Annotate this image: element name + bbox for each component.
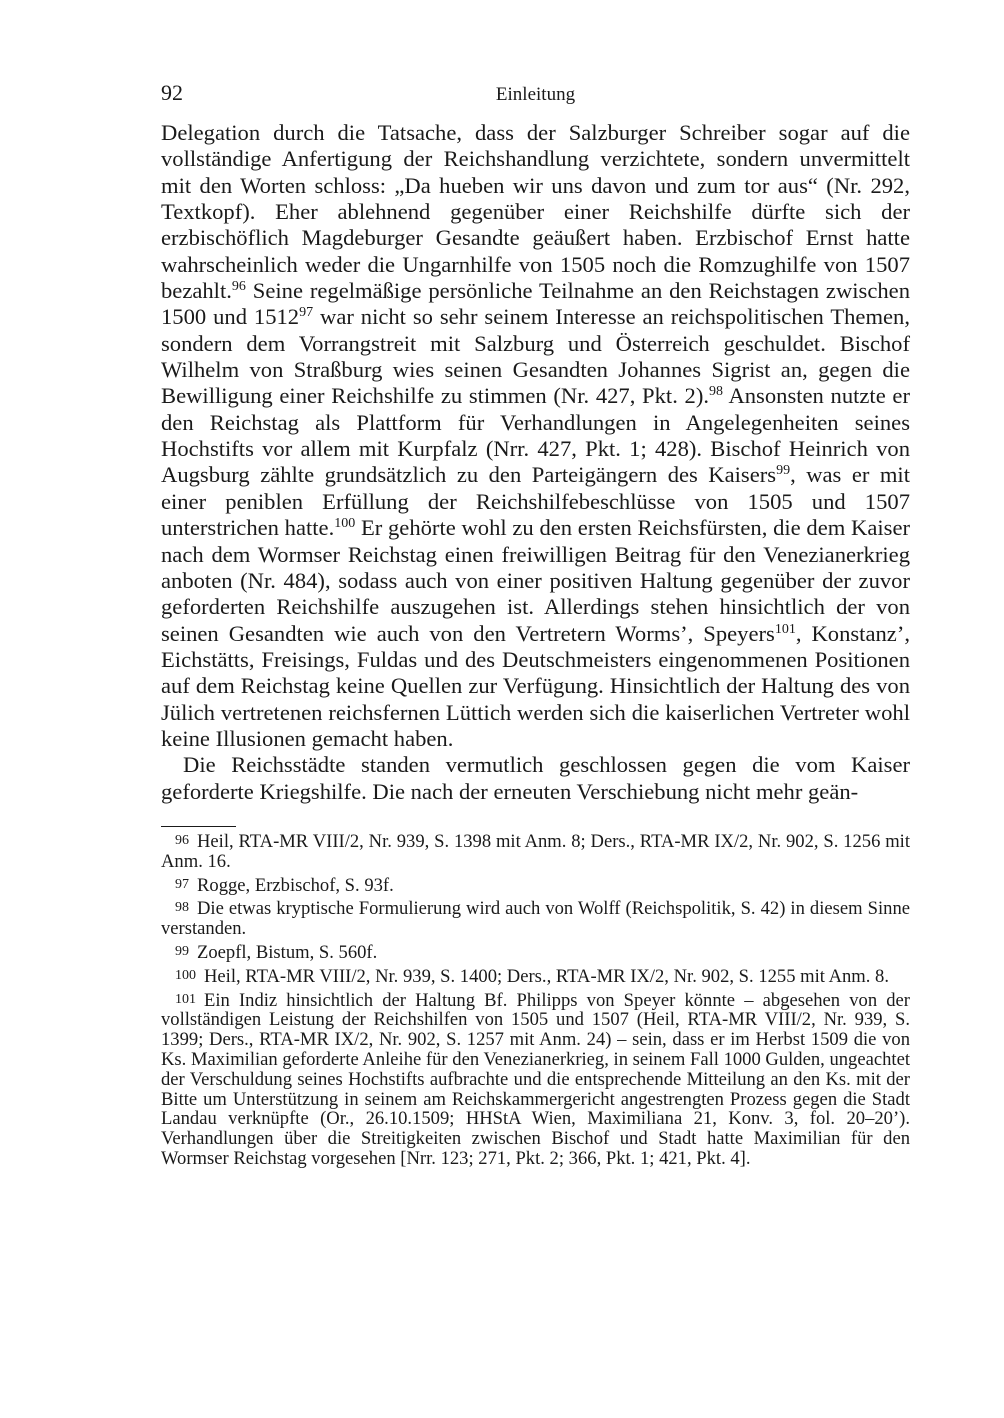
footnote-number: 97 [175,876,189,892]
footnote-text: Heil, RTA-MR VIII/2, Nr. 939, S. 1400; Ders., RTA-MR IX/2, Nr. 902, S. 1255 mit Anm. 8. [204,965,889,987]
main-text [161,120,910,805]
footnote-ref: 96 [231,279,246,295]
footnote-ref: 97 [299,305,314,321]
paragraph-text: Delegation durch die Tatsache, dass der Salzburger Schreiber sogar auf die vollständige Anfertigung der Reichshandlung verzichtete, sondern unvermittelt mit den Worten schloss: „Da hueben wir uns davon und zum tor aus“ (Nr. 292, Textkopf). Eher ablehnend gegenüber einer Reichshilfe dürfte sich der erzbischöflich Magdeburger Gesandte geäußert haben. Erzbischof Ernst hatte wahrscheinlich weder die Ungarnhilfe von 1505 noch die Romzughilfe von 1507 bezahlt. [161,120,910,304]
footnote-ref: 98 [709,384,723,400]
paragraph: Die Reichsstädte standen vermutlich geschlossen gegen die vom Kaiser geforderte Kriegshilfe. Die nach der erneuten Verschiebung nicht mehr geän- [161,752,910,804]
footnote-text: Ein Indiz hinsichtlich der Haltung Bf. Philipps von Speyer könnte – abgesehen von der vollständigen Leistung der Reichshilfen von 1505 und 1507 (Heil, RTA-MR VIII/2, Nr. 939, S. 1399; Ders., RTA-MR IX/2, Nr. 902, S. 1257 mit Anm. 24) – sein, dass er im Herbst 1509 die von Ks. Maximilian geforderte Anleihe für den Venezianerkrieg, in seinem Fall 1000 Gulden, ungeachtet der Verschuldung seines Hochstifts aufbrachte und die entsprechende Mitteilung an den Ks. mit der Bitte um Unterstützung in seinem am Reichskammergericht angestrengten Prozess gegen die Stadt Landau verknüpfte (Or., 26.10.1509; HHStA Wien, Maximiliana 21, Konv. 3, fol. 20–20’). Verhandlungen über die Streitigkeiten zwischen Bischof und Stadt hatte Maximilian für den Wormser Reichstag vorgesehen [Nrr. 123; 271, Pkt. 2; 366, Pkt. 1; 421, Pkt. 4]. [161,989,910,1169]
footnote-text: Die etwas kryptische Formulierung wird auch von Wolff (Reichspolitik, S. 42) in diesem Sinne verstanden. [161,898,910,940]
footnote [161,966,910,987]
footnote [161,990,910,1169]
footnote [161,898,910,939]
footnote-ref: 100 [334,516,356,532]
footnote [161,875,910,896]
paragraph-text: Ansonsten nutzte er den Reichstag als Plattform für Verhandlungen in Angelegenheiten seines Hochstifts vor allem mit Kurpfalz (Nrr. 427, Pkt. 1; 428). Bischof Heinrich von Augsburg zählte grundsätzlich zu den Parteigängern des Kaisers [161,383,910,488]
footnote-text: Zoepfl, Bistum, S. 560f. [197,941,378,963]
paragraph-text: war nicht so sehr seinem Interesse an reichspolitischen Themen, sondern dem Vorrangstreit mit Salzburg und Österreich geschuldet. Bischof Wilhelm von Straßburg wies seinen Gesandten Johannes Sigrist an, gegen die Bewilligung einer Reichshilfe zu stimmen (Nr. 427, Pkt. 2). [161,304,911,409]
paragraph-text: Er gehörte wohl zu den ersten Reichsfürsten, die dem Kaiser nach dem Wormser Reichstag einen freiwilligen Beitrag für den Venezianerkrieg anboten (Nr. 484), sodass auch von einer positiven Haltung gegenüber der zuvor geforderten Reichshilfe auszugehen ist. Allerdings stehen hinsichtlich der von seinen Gesandten wie auch von den Vertretern Worms’, Speyers [161,515,910,646]
footnote-number: 99 [175,943,189,959]
footnote-ref: 99 [776,463,791,479]
footnote [161,831,910,872]
paragraph [161,120,910,752]
paragraph-text: , Konstanz’, Eichstätts, Freisings, Fuldas und des Deutschmeisters eingenommenen Positionen auf dem Reichstag keine Quellen zur Verfügung. Hinsichtlich der Haltung des von Jülich vertretenen reichsfernen Lüttich werden sich die kaiserlichen Vertreter wohl keine Illusionen gemacht haben. [161,620,910,751]
paragraph-text: Seine regelmäßige persönliche Teilnahme an den Reichstagen zwischen 1500 und 1512 [161,278,910,330]
running-head: Einleitung [495,84,576,105]
footnote-number: 101 [175,991,196,1007]
page-number: 92 [161,80,183,105]
footnote-text: Heil, RTA-MR VIII/2, Nr. 939, S. 1398 mit Anm. 8; Ders., RTA-MR IX/2, Nr. 902, S. 1256 mit Anm. 16. [161,831,910,872]
footnote [161,942,910,963]
paragraph-text: , was er mit einer peniblen Erfüllung der Reichshilfebeschlüsse von 1505 und 1507 unterstrichen hatte. [161,462,910,541]
footnote-number: 100 [175,967,196,983]
page-header [161,76,910,110]
footnote-text: Rogge, Erzbischof, S. 93f. [197,874,394,896]
footnote-number: 96 [175,833,189,848]
footnote-number: 98 [175,900,189,916]
footnotes [161,831,910,1172]
footnote-ref: 101 [774,621,796,637]
footnote-rule [161,826,236,827]
